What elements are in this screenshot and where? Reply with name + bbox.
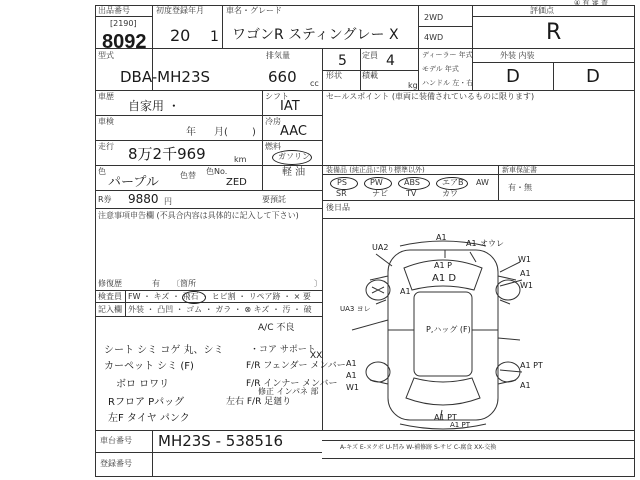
location-label: 〔箇所 bbox=[172, 279, 196, 288]
note-4b: 左右 F/R 足廻り bbox=[226, 397, 292, 407]
color-label: 色 bbox=[98, 167, 106, 176]
equip-airbag: エアB bbox=[442, 178, 464, 187]
mark-a1-top2: A1 bbox=[466, 239, 477, 248]
equip-kawa: カワ bbox=[442, 189, 458, 198]
equip-tv: TV bbox=[406, 189, 417, 198]
color-code-value: ZED bbox=[226, 177, 247, 188]
drive-2wd: 2WD bbox=[424, 13, 444, 22]
mark-airbag: P,ハッグ (F) bbox=[426, 325, 471, 334]
fill-items: 外装 ・ 凸凹 ・ ゴム ・ ガラ ・ ⊗ キズ ・ 汚 ・ 破 bbox=[128, 305, 312, 314]
inspect-month: 月( bbox=[214, 127, 228, 138]
fuel-value2: 軽 油 bbox=[282, 167, 306, 178]
ac-label: 冷房 bbox=[265, 117, 281, 126]
displacement-label: 排気量 bbox=[266, 51, 290, 60]
mark-a1pt-b: A1 PT bbox=[434, 413, 457, 422]
note-ac: A/C 不良 bbox=[258, 323, 295, 333]
mark-ua3: UA3 ヨレ bbox=[340, 305, 371, 313]
mark-a1-l2: A1 bbox=[346, 359, 357, 368]
model-value: DBA-MH23S bbox=[120, 68, 211, 86]
equip-ps: PS bbox=[337, 178, 347, 187]
body-label: 車歴 bbox=[98, 92, 114, 101]
doors-value: 4 bbox=[386, 53, 395, 69]
shape-label: 形状 bbox=[326, 71, 342, 80]
first-reg-label: 初度登録年月 bbox=[156, 6, 204, 15]
lot-label: 出品番号 bbox=[98, 6, 130, 15]
check-items: FW ・ キズ ・ 飛石 ・ ヒビ割 ・ リペア跡 ・ × 要 bbox=[128, 292, 311, 301]
body-value: 自家用 ・ bbox=[128, 99, 180, 113]
note-1b: ・コア サポート bbox=[250, 345, 316, 355]
reg-label: 登録番号 bbox=[100, 459, 132, 468]
mark-a1p: A1 P bbox=[434, 261, 452, 270]
recycle-unit: 円 bbox=[164, 197, 172, 206]
displacement-value: 660 bbox=[268, 68, 297, 86]
recycle-value: 9880 bbox=[128, 192, 159, 206]
note-5: 左F タイヤ パンク bbox=[108, 413, 190, 424]
eval-score: R bbox=[546, 20, 562, 45]
recycle-label: R券 bbox=[98, 195, 112, 204]
first-reg-year: 20 bbox=[170, 26, 191, 45]
mark-a1pt-r: A1 PT bbox=[520, 361, 543, 370]
eval-label: 評価点 bbox=[530, 6, 554, 15]
note-4c: 修正 インパネ 部 bbox=[258, 387, 319, 396]
equip-sr: SR bbox=[336, 189, 347, 198]
drive-4wd: 4WD bbox=[424, 33, 444, 42]
check-label: 検査員 bbox=[98, 292, 122, 301]
fuel-value1: ガソリン bbox=[278, 152, 310, 161]
recycle-note: 要預託 bbox=[262, 195, 286, 204]
inspect-label: 車検 bbox=[98, 117, 114, 126]
repair-label: 修復歴 bbox=[98, 279, 122, 288]
equip-navi: ナビ bbox=[372, 189, 388, 198]
equip-pw: PW bbox=[370, 178, 383, 187]
warranty-value: 有・無 bbox=[508, 183, 532, 192]
inspect-year: 年 bbox=[186, 127, 196, 138]
equip-label: 装備品 (純正品に限り標準以外) bbox=[326, 166, 425, 174]
chassis-label: 車台番号 bbox=[100, 436, 132, 445]
car-name-label: 車名・グレード bbox=[226, 6, 282, 15]
sales-point-label: セールスポイント (車両に装備されているものに限ります) bbox=[326, 92, 535, 101]
model-year-label: モデル 年式 bbox=[422, 65, 459, 73]
shift-label: シフト bbox=[265, 92, 289, 101]
handle-label: ハンドル 左・右 bbox=[422, 79, 474, 87]
fuel-label: 燃料 bbox=[265, 142, 281, 151]
location-end: 〕 bbox=[314, 279, 322, 288]
equip-aw: AW bbox=[476, 178, 489, 187]
first-reg-month: 1 bbox=[210, 29, 219, 45]
color-value: パープル bbox=[108, 175, 159, 190]
note-2: カーペット シミ (F) bbox=[104, 361, 194, 372]
note-3b: F/R インナー メンバー bbox=[246, 379, 338, 389]
equip-abs: ABS bbox=[404, 178, 420, 187]
shift-value: IAT bbox=[280, 99, 300, 114]
fill-label: 記入欄 bbox=[98, 305, 122, 314]
color-code-label: 色No. bbox=[206, 167, 228, 176]
color-no-label: 色替 bbox=[180, 171, 196, 180]
mark-oure: オウレ bbox=[480, 239, 504, 248]
ext-int-label: 外装 内装 bbox=[500, 51, 535, 60]
after-label: 後日品 bbox=[326, 203, 350, 212]
mileage-value: 8万2千969 bbox=[128, 145, 206, 163]
mark-w1-l: W1 bbox=[346, 383, 359, 392]
note-1: シート シミ コゲ 丸、シミ bbox=[104, 345, 224, 356]
car-name: ワゴンR スティングレー X bbox=[232, 27, 399, 43]
interior-score: D bbox=[586, 66, 600, 87]
mark-w1-rt2: W1 bbox=[520, 281, 533, 290]
note-3: ボロ ロワリ bbox=[116, 379, 170, 390]
lot-number: 8092 bbox=[102, 31, 147, 53]
mileage-label: 走行 bbox=[98, 142, 114, 151]
dealer-label: ディーラー 年式 bbox=[422, 51, 473, 59]
mark-ua2: UA2 bbox=[372, 243, 389, 252]
mark-a1-lt: A1 bbox=[400, 287, 411, 296]
note-2b: F/R フェンダー メンバー bbox=[246, 361, 346, 371]
load-label: 積載 bbox=[362, 71, 378, 80]
ac-value: AAC bbox=[280, 124, 307, 139]
mark-a1d: A1 D bbox=[432, 273, 457, 284]
chassis-value: MH23S - 538516 bbox=[158, 432, 284, 450]
mark-a1-rt: A1 bbox=[520, 269, 531, 278]
capacity-value: 5 bbox=[338, 53, 347, 69]
damage-legend: A-キズ E-ヌクボ U-凹み W-補修跡 S-サビ C-腐食 XX-交換 bbox=[340, 444, 497, 451]
repair-value: 有 bbox=[152, 279, 160, 288]
inspect-end: ) bbox=[252, 127, 256, 138]
exterior-score: D bbox=[506, 66, 520, 87]
model-label: 型式 bbox=[98, 51, 114, 60]
note-1c: XX bbox=[310, 351, 323, 361]
displacement-unit: cc bbox=[310, 79, 319, 88]
load-unit: kg bbox=[408, 81, 418, 90]
lot-sub: [2190] bbox=[110, 19, 137, 28]
new-car-label: 新車保証書 bbox=[502, 166, 537, 174]
capacity-label: 定員 bbox=[362, 51, 378, 60]
mark-a1-r3: A1 bbox=[520, 381, 531, 390]
note-4: Rフロア Pパッグ bbox=[108, 397, 185, 408]
stamp-label: ④ 有 審 査 bbox=[574, 0, 608, 7]
mark-a1-top: A1 bbox=[436, 233, 447, 242]
mark-a1-l3: A1 bbox=[346, 371, 357, 380]
mark-a1pt-b2: A1 PT bbox=[450, 421, 470, 429]
notes-label: 注意事項申告欄 (不具合内容は具体的に記入して下さい) bbox=[98, 211, 299, 220]
mark-w1-rt: W1 bbox=[518, 255, 531, 264]
mileage-unit: km bbox=[234, 155, 247, 164]
